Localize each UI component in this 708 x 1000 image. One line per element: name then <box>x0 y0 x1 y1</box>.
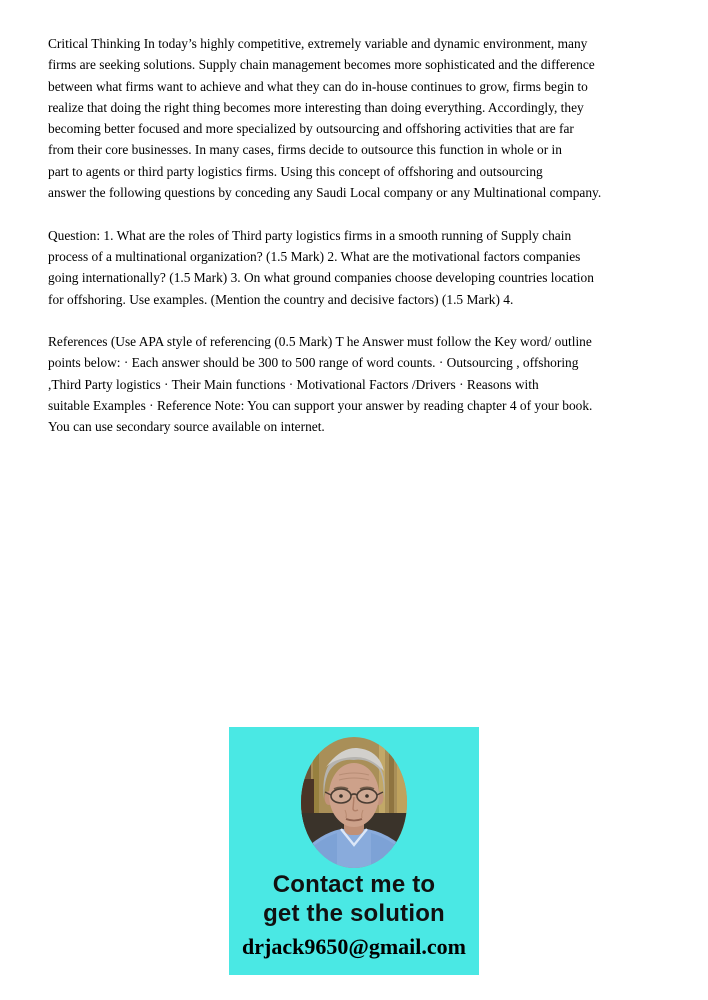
paragraph-question <box>48 225 688 310</box>
text-line: ,Third Party logistics · Their Main functions · Motivational Factors /Drivers · Reasons with <box>48 376 539 392</box>
text-line: process of a multinational organization? (1.5 Mark) 2. What are the motivational factors companies <box>48 248 581 264</box>
text-line: points below: · Each answer should be 300 to 500 range of word counts. · Outsourcing , offshoring <box>48 355 579 371</box>
text-line: part to agents or third party logistics firms. Using this concept of offshoring and outsourcing <box>48 163 543 179</box>
text-line: answer the following questions by conceding any Saudi Local company or any Multinational company. <box>48 185 602 201</box>
contact-heading-line-1: Contact me to <box>272 871 436 898</box>
text-line: going internationally? (1.5 Mark) 3. On what ground companies choose developing countries location <box>48 270 594 286</box>
text-line: suitable Examples · Reference Note: You can support your answer by reading chapter 4 of your book. <box>48 398 593 414</box>
text-line: realize that doing the right thing becomes more interesting than doing everything. Accordingly, they <box>48 99 584 115</box>
paragraph-critical-thinking <box>48 33 688 203</box>
text-line: becoming better focused and more specialized by outsourcing and offshoring activities that are far <box>48 121 574 137</box>
text-line: Question: 1. What are the roles of Third party logistics firms in a smooth running of Supply chain <box>48 227 572 243</box>
text-line: for offshoring. Use examples. (Mention the country and decisive factors) (1.5 Mark) 4. <box>48 291 514 307</box>
text-line: between what firms want to achieve and what they can do in-house continues to grow, firms begin to <box>48 78 588 94</box>
text-line: You can use secondary source available on internet. <box>48 419 325 435</box>
contact-email: drjack9650@gmail.com <box>242 934 466 959</box>
document-text <box>48 33 688 438</box>
portrait-photo <box>301 737 407 868</box>
contact-heading <box>229 870 479 928</box>
paragraph-references <box>48 331 688 437</box>
contact-heading-line-2: get the solution <box>263 900 445 927</box>
text-line: References (Use APA style of referencing (0.5 Mark) T he Answer must follow the Key word/ outline <box>48 334 592 350</box>
contact-card <box>229 727 479 975</box>
text-line: Critical Thinking In today’s highly competitive, extremely variable and dynamic environment, many <box>48 36 588 51</box>
text-line: from their core businesses. In many cases, firms decide to outsource this function in whole or in <box>48 142 562 158</box>
text-line: firms are seeking solutions. Supply chain management becomes more sophisticated and the difference <box>48 57 595 73</box>
